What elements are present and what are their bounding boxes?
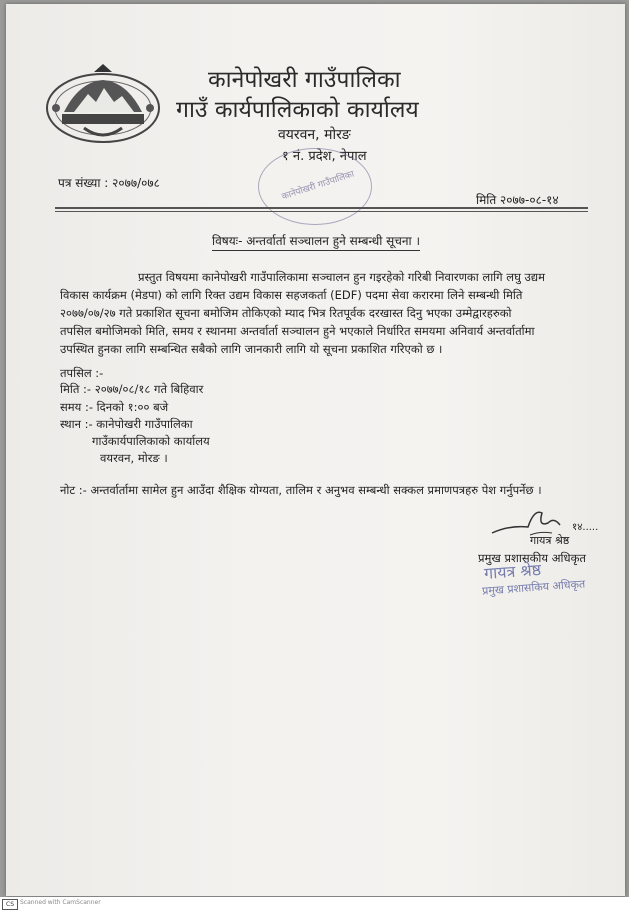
office-subtitle: गाउँ कार्यपालिकाको कार्यालय [176,97,419,123]
time-value: दिनको १:०० बजे [96,400,169,414]
body-line: उपस्थित हुनका लागि सम्बन्धित सबैको लागि जानकारी लागि यो सूचना प्रकाशित गरिएको छ । [60,342,443,356]
stamp-name: गायत्र श्रेष्ठ [483,560,542,583]
details-heading: तपसिल :- [60,366,104,380]
body-line: २०७७/०७/२७ गते प्रकाशित सूचना बमोजिम तोकिएको म्याद भित्र रितपूर्वक दरखास्त दिनु भएका उम्मेद्वारहरुको [60,306,512,320]
body-line: तपसिल बमोजिमको मिति, समय र स्थानमा अन्तर्वार्ता सञ्चालन हुने भएकाले निर्धारित समयमा अनिवार्य अन्तर्वार्तामा [60,324,535,338]
stamp-title: प्रमुख प्रशासकिय अधिकृत [481,577,586,598]
subject-line: विषयः- अन्तर्वार्ता सञ्चालन हुने सम्बन्धी सूचना । [212,232,420,251]
letter-number: पत्र संख्या : २०७७/०७८ [58,176,160,190]
nepal-emblem-icon [44,62,162,146]
signature-dots: १४..... [572,522,599,533]
office-stamp-text: कानेपोखरी गाउँपालिका [280,169,356,203]
interview-place [60,417,193,432]
signatory-title: प्रमुख प्रशासकीय अधिकृत [478,551,586,565]
interview-time [60,400,168,415]
place-line: गाउँकार्यपालिकाको कार्यालय [92,434,210,448]
time-label: समय :- [60,400,94,414]
note-text: नोट :- अन्तर्वार्तामा सामेल हुन आउँदा शैक्षिक योग्यता, तालिम र अनुभव सम्बन्धी सक्कल प्रमाणपत्रहरु पेश गर्नुपर्नेछ । [60,483,542,497]
province-line: १ नं. प्रदेश, नेपाल [282,149,367,164]
date-value: २०७७/०८/१८ गते बिहिवार [94,382,204,396]
date-label: मिति :- [60,382,92,396]
place-label: स्थान :- [60,417,93,431]
interview-date [60,382,203,397]
header-rule-thin [55,211,588,212]
body-line: प्रस्तुत विषयमा कानेपोखरी गाउँपालिकामा सञ्चालन हुन गइरहेको गरिबी निवारणका लागि लघु उद्यम [138,270,545,284]
scanner-caption: Scanned with CamScanner [20,899,101,906]
header-rule [55,207,588,209]
place-line: कानेपोखरी गाउँपालिका [96,417,193,431]
office-name: कानेपोखरी गाउँपालिका [208,67,401,93]
camscanner-icon: CS [2,899,18,910]
place-line: वयरवन, मोरङ । [100,451,168,465]
office-address: वयरवन, मोरङ [278,127,351,143]
body-line: विकास कार्यक्रम (मेडपा) को लागि रिक्त उद्यम विकास सहजकर्ता (EDF) पदमा सेवा करारमा लिने सम्बन्धी मिति [60,288,523,302]
letter-date: मिति २०७७-०८-१४ [476,193,559,207]
signatory-name: गायत्र श्रेष्ठ [530,534,570,547]
